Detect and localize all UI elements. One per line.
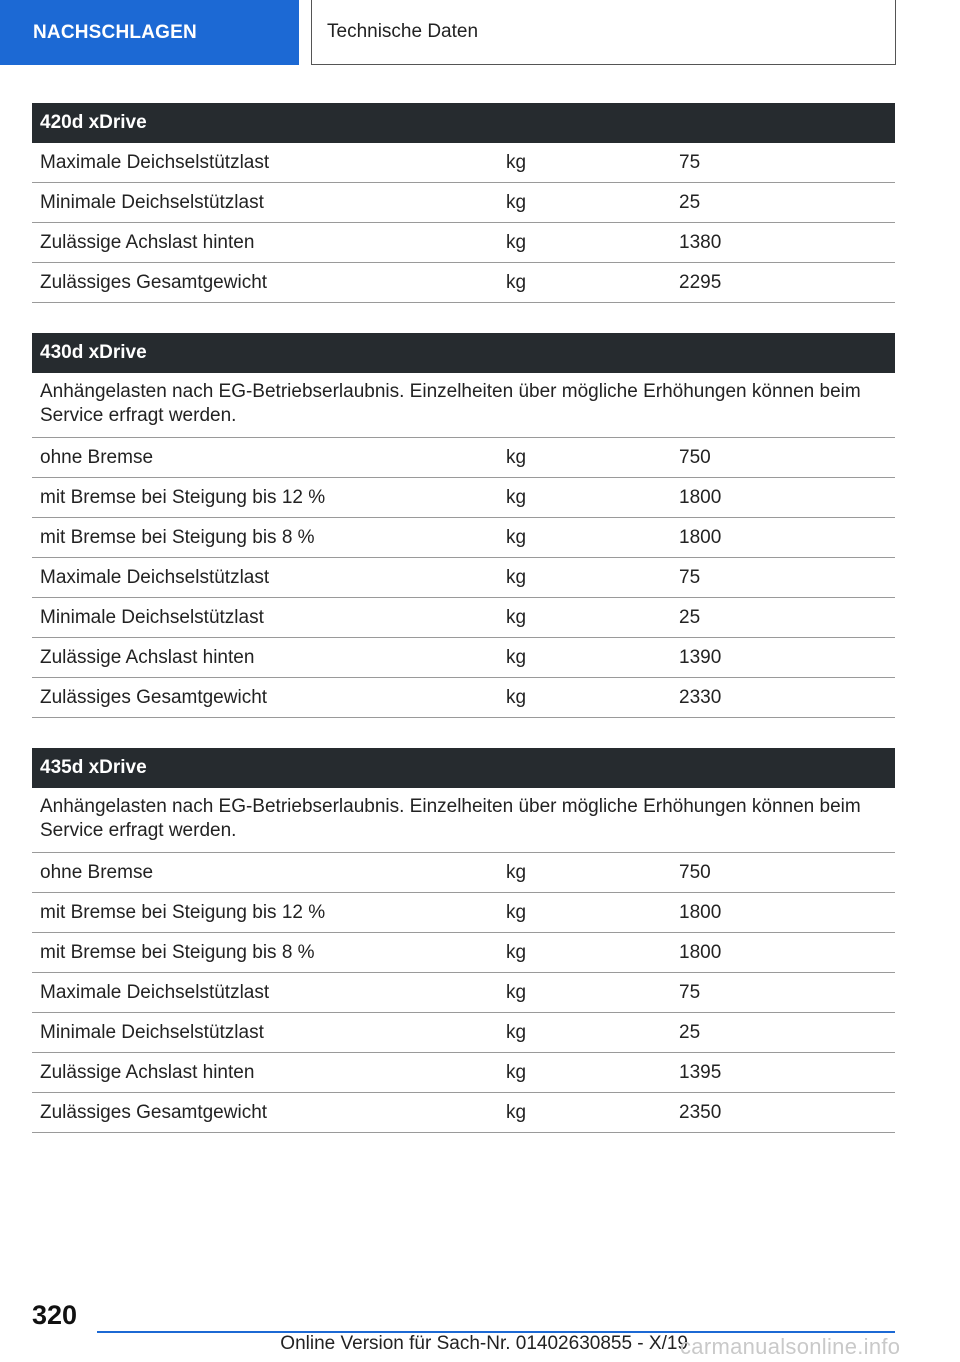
- online-version-text: Online Version für Sach-Nr. 01402630855 - X/19: [280, 1333, 688, 1354]
- spec-tables: [32, 103, 895, 1163]
- row-value: 1800: [679, 902, 722, 923]
- row-unit: kg: [506, 232, 527, 253]
- table-row: [32, 223, 895, 263]
- row-label: ohne Bremse: [40, 862, 154, 883]
- row-unit: kg: [506, 862, 527, 883]
- table-row: [32, 598, 895, 638]
- row-label: mit Bremse bei Steigung bis 12 %: [40, 902, 326, 923]
- row-label: mit Bremse bei Steigung bis 8 %: [40, 942, 315, 963]
- row-unit: kg: [506, 902, 527, 923]
- row-label: Minimale Deichselstützlast: [40, 1022, 264, 1043]
- table-row: [32, 933, 895, 973]
- row-unit: kg: [506, 447, 527, 468]
- row-value: 750: [679, 447, 711, 468]
- row-unit: kg: [506, 647, 527, 668]
- row-value: 1390: [679, 647, 722, 668]
- row-label: Zulässiges Gesamtgewicht: [40, 272, 268, 293]
- row-value: 1380: [679, 232, 722, 253]
- row-unit: kg: [506, 192, 527, 213]
- table-row: [32, 143, 895, 183]
- row-value: 75: [679, 567, 701, 588]
- row-unit: kg: [506, 1102, 527, 1123]
- section-header: 435d xDrive: [32, 748, 895, 788]
- table-row: [32, 893, 895, 933]
- row-unit: kg: [506, 982, 527, 1003]
- row-label: Maximale Deichselstützlast: [40, 152, 270, 173]
- row-label: Zulässiges Gesamtgewicht: [40, 1102, 268, 1123]
- table-row: [32, 478, 895, 518]
- row-unit: kg: [506, 527, 527, 548]
- row-unit: kg: [506, 1022, 527, 1043]
- row-label: ohne Bremse: [40, 447, 154, 468]
- table-row: [32, 263, 895, 303]
- row-unit: kg: [506, 152, 527, 173]
- row-unit: kg: [506, 1062, 527, 1083]
- table-row: [32, 518, 895, 558]
- table-row: [32, 558, 895, 598]
- row-label: Zulässige Achslast hinten: [40, 647, 255, 668]
- section-header: 420d xDrive: [32, 103, 895, 143]
- watermark-text: carmanualsonline.info: [680, 1334, 901, 1359]
- row-value: 75: [679, 152, 701, 173]
- section-note: Anhängelasten nach EG-Betriebserlaubnis. Einzelheiten über mögliche Erhöhungen können beim Service erfragt werden.: [32, 788, 895, 853]
- row-value: 25: [679, 192, 701, 213]
- section-tab-label: NACHSCHLAGEN: [33, 21, 197, 43]
- section-tab: [0, 0, 299, 65]
- table-row: [32, 1053, 895, 1093]
- row-unit: kg: [506, 487, 527, 508]
- row-unit: kg: [506, 607, 527, 628]
- section-header: 430d xDrive: [32, 333, 895, 373]
- page-title: [311, 0, 896, 65]
- row-label: mit Bremse bei Steigung bis 8 %: [40, 527, 315, 548]
- row-unit: kg: [506, 687, 527, 708]
- table-row: [32, 853, 895, 893]
- table-row: [32, 1093, 895, 1133]
- row-label: Zulässiges Gesamtgewicht: [40, 687, 268, 708]
- table-row: [32, 1013, 895, 1053]
- page-title-label: Technische Daten: [327, 21, 479, 42]
- row-label: Minimale Deichselstützlast: [40, 192, 264, 213]
- row-label: Minimale Deichselstützlast: [40, 607, 264, 628]
- row-label: Zulässige Achslast hinten: [40, 232, 255, 253]
- row-value: 25: [679, 1022, 701, 1043]
- row-value: 75: [679, 982, 701, 1003]
- table-row: [32, 438, 895, 478]
- row-label: Zulässige Achslast hinten: [40, 1062, 255, 1083]
- section-note: Anhängelasten nach EG-Betriebserlaubnis. Einzelheiten über mögliche Erhöhungen können beim Service erfragt werden.: [32, 373, 895, 438]
- row-value: 1395: [679, 1062, 722, 1083]
- row-value: 1800: [679, 527, 722, 548]
- row-label: Maximale Deichselstützlast: [40, 567, 270, 588]
- row-value: 2350: [679, 1102, 722, 1123]
- row-value: 2295: [679, 272, 722, 293]
- row-unit: kg: [506, 942, 527, 963]
- spec-section: [32, 103, 895, 303]
- row-value: 2330: [679, 687, 722, 708]
- table-row: [32, 973, 895, 1013]
- row-label: mit Bremse bei Steigung bis 12 %: [40, 487, 326, 508]
- row-value: 1800: [679, 487, 722, 508]
- row-label: Maximale Deichselstützlast: [40, 982, 270, 1003]
- row-value: 1800: [679, 942, 722, 963]
- spec-section: [32, 333, 895, 718]
- spec-section: [32, 748, 895, 1133]
- row-value: 750: [679, 862, 711, 883]
- row-value: 25: [679, 607, 701, 628]
- table-row: [32, 638, 895, 678]
- page-number: 320: [32, 1300, 78, 1330]
- row-unit: kg: [506, 272, 527, 293]
- table-row: [32, 183, 895, 223]
- table-row: [32, 678, 895, 718]
- row-unit: kg: [506, 567, 527, 588]
